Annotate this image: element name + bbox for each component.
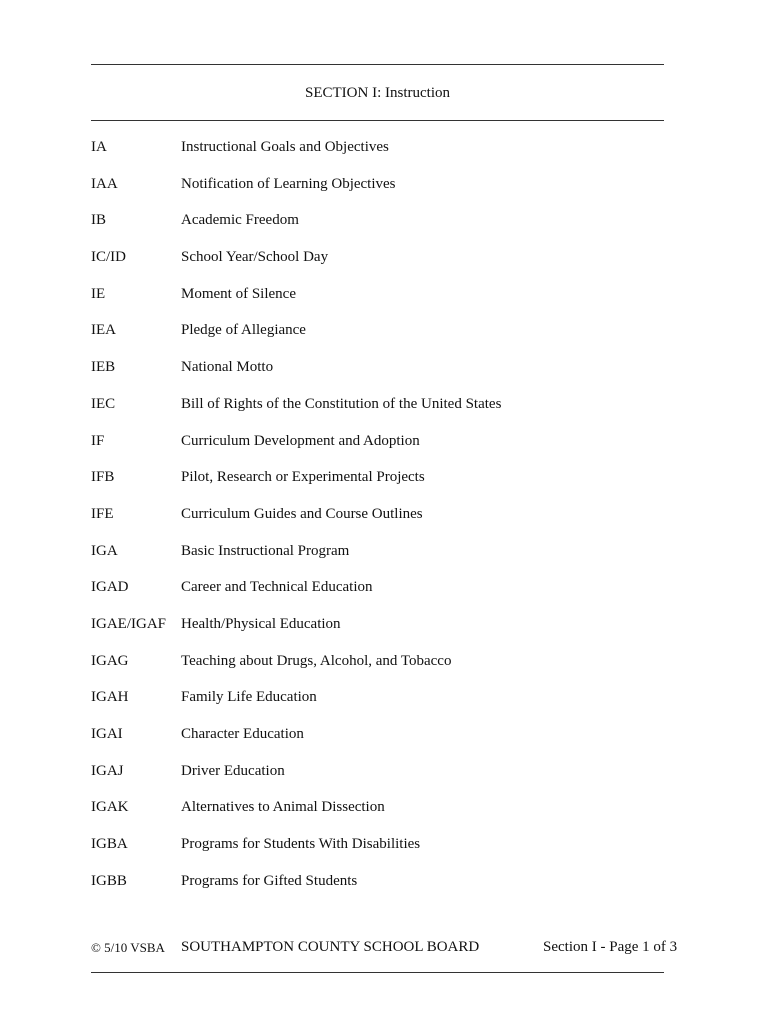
policy-title: Health/Physical Education [181, 615, 341, 632]
policy-code: IA [91, 139, 107, 155]
policy-row [91, 652, 671, 689]
policy-code: IGAH [91, 689, 129, 706]
policy-row [91, 468, 671, 505]
policy-code: IAA [91, 175, 118, 192]
top-divider [91, 64, 664, 65]
policy-row [91, 725, 671, 762]
policy-list [91, 138, 671, 908]
policy-row [91, 798, 671, 835]
policy-title: Moment of Silence [181, 285, 296, 302]
policy-title: Curriculum Development and Adoption [181, 432, 420, 449]
policy-code: IGAD [91, 579, 129, 596]
policy-row [91, 872, 671, 909]
policy-code: IGAE/IGAF [91, 615, 166, 632]
policy-row [91, 211, 671, 248]
policy-row [91, 505, 671, 542]
policy-row [91, 175, 671, 212]
policy-row [91, 138, 671, 175]
policy-code: IGBB [91, 872, 127, 889]
policy-code: IC/ID [91, 249, 126, 266]
bottom-divider [91, 972, 664, 973]
policy-title: Curriculum Guides and Course Outlines [181, 505, 423, 522]
policy-title: Career and Technical Education [181, 579, 373, 596]
policy-row [91, 321, 671, 358]
policy-row [91, 578, 671, 615]
policy-row [91, 432, 671, 469]
policy-code: IGAK [91, 799, 129, 816]
policy-code: IGAI [91, 726, 123, 742]
policy-title: Alternatives to Animal Dissection [181, 799, 385, 816]
policy-code: IGA [91, 542, 118, 559]
policy-row [91, 615, 671, 652]
policy-row [91, 285, 671, 322]
policy-title: Pledge of Allegiance [181, 322, 306, 339]
policy-code: IGBA [91, 836, 128, 853]
policy-code: IGAG [91, 652, 129, 669]
policy-title: Bill of Rights of the Constitution of the United States [181, 395, 502, 412]
policy-code: IEA [91, 322, 116, 339]
policy-title: Programs for Gifted Students [181, 872, 358, 889]
policy-code: IFB [91, 469, 115, 486]
policy-row [91, 762, 671, 799]
policy-row [91, 835, 671, 872]
page-footer [91, 938, 681, 958]
policy-title: Programs for Students With Disabilities [181, 836, 421, 853]
policy-code: IB [91, 212, 106, 229]
policy-code: IEC [91, 395, 116, 412]
policy-title: School Year/School Day [181, 249, 329, 266]
policy-title: Instructional Goals and Objectives [181, 139, 389, 155]
policy-title: Character Education [181, 726, 304, 742]
policy-row [91, 248, 671, 285]
policy-code: IE [91, 285, 106, 302]
policy-code: IGAJ [91, 762, 124, 779]
footer-organization: SOUTHAMPTON COUNTY SCHOOL BOARD [181, 939, 480, 955]
policy-code: IFE [91, 505, 114, 522]
policy-title: Family Life Education [181, 689, 317, 706]
policy-title: Teaching about Drugs, Alcohol, and Tobacco [181, 652, 452, 669]
policy-title: Pilot, Research or Experimental Projects [181, 469, 425, 486]
policy-row [91, 542, 671, 579]
policy-title: Driver Education [181, 762, 285, 779]
footer-copyright: © 5/10 VSBA [91, 940, 165, 955]
policy-row [91, 358, 671, 395]
policy-row [91, 688, 671, 725]
policy-title: National Motto [181, 359, 274, 376]
title-divider [91, 120, 664, 121]
policy-title: Notification of Learning Objectives [181, 175, 396, 192]
footer-page-number: Section I - Page 1 of 3 [543, 939, 678, 955]
policy-row [91, 395, 671, 432]
section-title: SECTION I: Instruction [305, 85, 450, 101]
policy-code: IEB [91, 359, 116, 376]
policy-code: IF [91, 432, 105, 449]
policy-title: Basic Instructional Program [181, 542, 350, 559]
policy-title: Academic Freedom [181, 212, 299, 229]
